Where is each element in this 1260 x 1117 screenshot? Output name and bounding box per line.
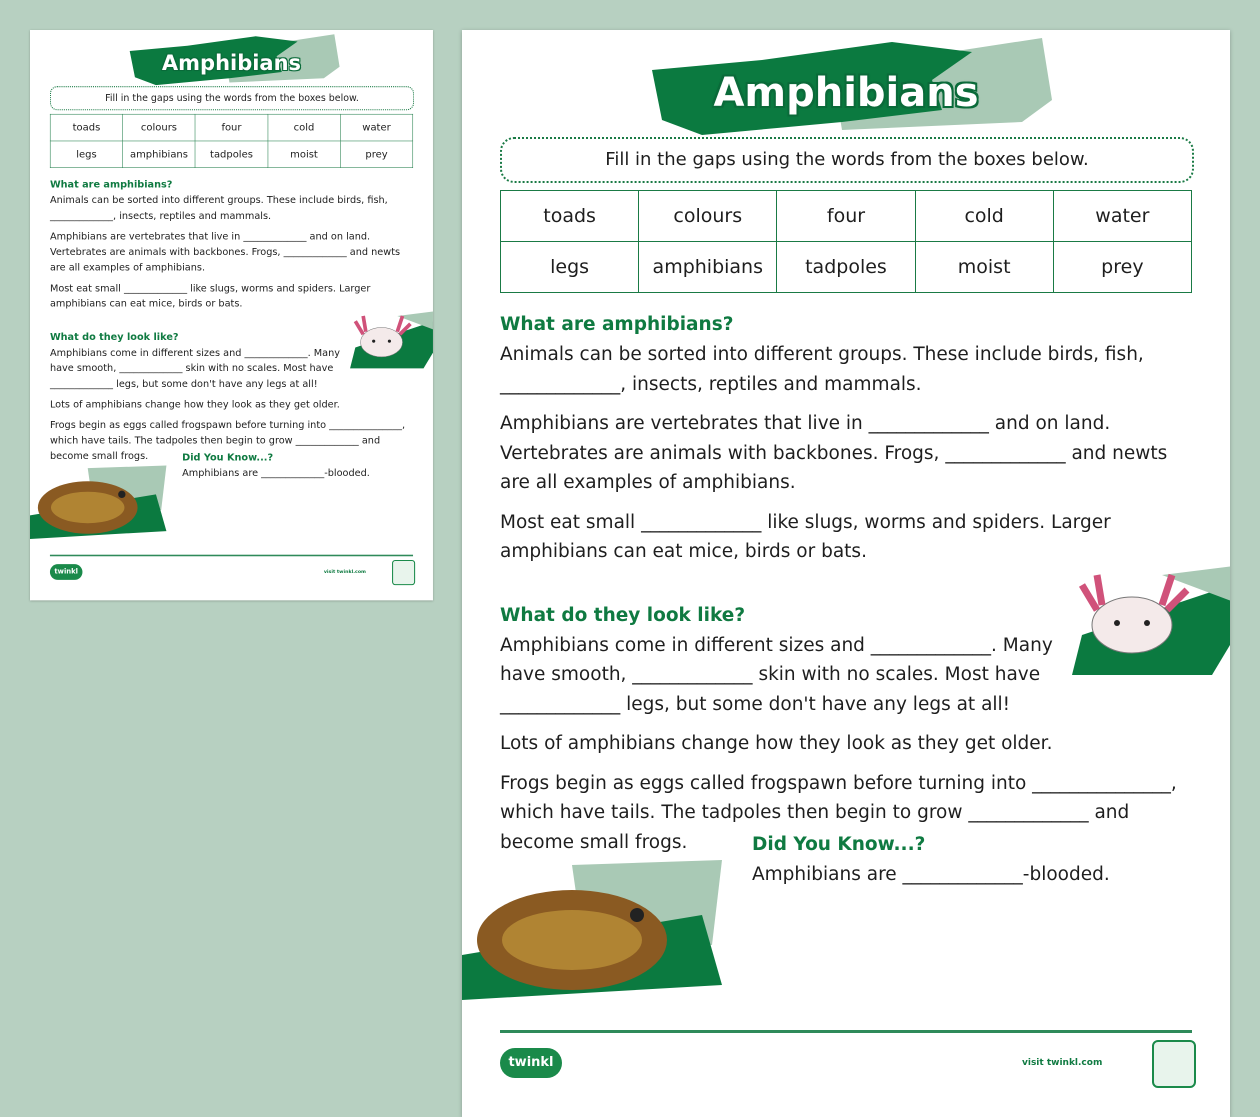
word-cell: colours — [639, 191, 777, 242]
visit-link[interactable]: visit twinkl.com — [1022, 1058, 1103, 1068]
word-cell: water — [1053, 191, 1191, 242]
word-bank-table — [500, 190, 1192, 293]
paragraph: Amphibians come in different sizes and _____________. Many have smooth, _____________ skin with no scales. Most have _____________ legs, but some don't have any legs at all! — [500, 634, 1053, 715]
paragraph: Frogs begin as eggs called frogspawn before turning into _______________, which have tails. The tadpoles then begin to grow _____________ and become small frogs. — [500, 772, 1177, 853]
instructions-box: Fill in the gaps using the words from the boxes below. — [500, 137, 1194, 183]
paragraph: Amphibians come in different sizes and _____________. Many have smooth, _____________ skin with no scales. Most have _____________ legs, but some don't have any legs at all! — [49, 347, 340, 390]
axolotl-illustration — [1062, 565, 1230, 685]
paragraph: Animals can be sorted into different groups. These include birds, fish, _____________, insects, reptiles and mammals. — [49, 194, 388, 222]
word-cell: amphibians — [639, 242, 777, 293]
word-cell: toads — [50, 114, 123, 141]
did-you-know-heading: Did You Know...? — [752, 834, 926, 855]
toad-illustration — [462, 855, 732, 1005]
word-cell: moist — [268, 141, 341, 168]
did-you-know-text: Amphibians are _____________-blooded. — [752, 864, 1110, 885]
did-you-know-text: Amphibians are _____________-blooded. — [182, 467, 370, 479]
table-row — [501, 242, 1192, 293]
instructions-box: Fill in the gaps using the words from the boxes below. — [50, 86, 414, 110]
table-row — [501, 191, 1192, 242]
paragraph: Most eat small _____________ like slugs, worms and spiders. Larger amphibians can eat mice, birds or bats. — [500, 511, 1111, 562]
paragraph: Animals can be sorted into different groups. These include birds, fish, _____________, insects, reptiles and mammals. — [500, 344, 1144, 395]
quality-badge-icon — [1152, 1040, 1196, 1088]
visit-link[interactable]: visit twinkl.com — [323, 569, 366, 575]
word-bank-table — [50, 114, 413, 168]
twinkl-logo: twinkl — [50, 564, 83, 580]
word-cell: legs — [501, 242, 639, 293]
word-cell: prey — [1053, 242, 1191, 293]
word-cell: tadpoles — [777, 242, 915, 293]
quality-badge-icon — [392, 560, 415, 585]
word-cell: legs — [50, 141, 123, 168]
paragraph: Lots of amphibians change how they look as they get older. — [500, 733, 1053, 754]
footer-divider — [500, 1030, 1192, 1033]
page-title: Amphibians — [713, 70, 979, 116]
section-heading: What are amphibians? — [500, 314, 734, 335]
paragraph: Lots of amphibians change how they look as they get older. — [49, 398, 340, 410]
paragraph: Amphibians are vertebrates that live in _____________ and on land. Vertebrates are animals with backbones. Frogs, _____________ and newts are all examples of amphibians. — [500, 413, 1168, 493]
table-row — [50, 114, 413, 141]
word-cell: colours — [123, 114, 196, 141]
word-cell: tadpoles — [195, 141, 268, 168]
paragraph: Frogs begin as eggs called frogspawn before turning into _______________, which have tails. The tadpoles then begin to grow _____________ and become small frogs. — [49, 419, 406, 462]
did-you-know-box — [752, 830, 1110, 890]
section-heading: What are amphibians? — [49, 179, 173, 191]
table-row — [50, 141, 413, 168]
page-title: Amphibians — [161, 50, 302, 76]
word-cell: moist — [915, 242, 1053, 293]
toad-illustration — [30, 463, 172, 542]
word-cell: water — [340, 114, 413, 141]
word-cell: prey — [340, 141, 413, 168]
twinkl-logo: twinkl — [500, 1048, 562, 1078]
word-cell: cold — [915, 191, 1053, 242]
worksheet-page-preview-small — [30, 30, 433, 600]
word-cell: toads — [501, 191, 639, 242]
did-you-know-heading: Did You Know...? — [182, 451, 274, 463]
footer-divider — [50, 555, 413, 557]
section-heading: What do they look like? — [500, 604, 746, 626]
word-cell: cold — [268, 114, 341, 141]
did-you-know-box — [182, 450, 370, 481]
paragraph: Most eat small _____________ like slugs, worms and spiders. Larger amphibians can eat mice, birds or bats. — [49, 282, 371, 310]
word-cell: four — [195, 114, 268, 141]
word-cell: amphibians — [123, 141, 196, 168]
axolotl-illustration — [345, 311, 433, 374]
worksheet-page-preview-large — [462, 30, 1230, 1117]
word-cell: four — [777, 191, 915, 242]
section-heading: What do they look like? — [49, 331, 179, 343]
paragraph: Amphibians are vertebrates that live in _____________ and on land. Vertebrates are animals with backbones. Frogs, _____________ and newts are all examples of amphibians. — [49, 230, 401, 273]
